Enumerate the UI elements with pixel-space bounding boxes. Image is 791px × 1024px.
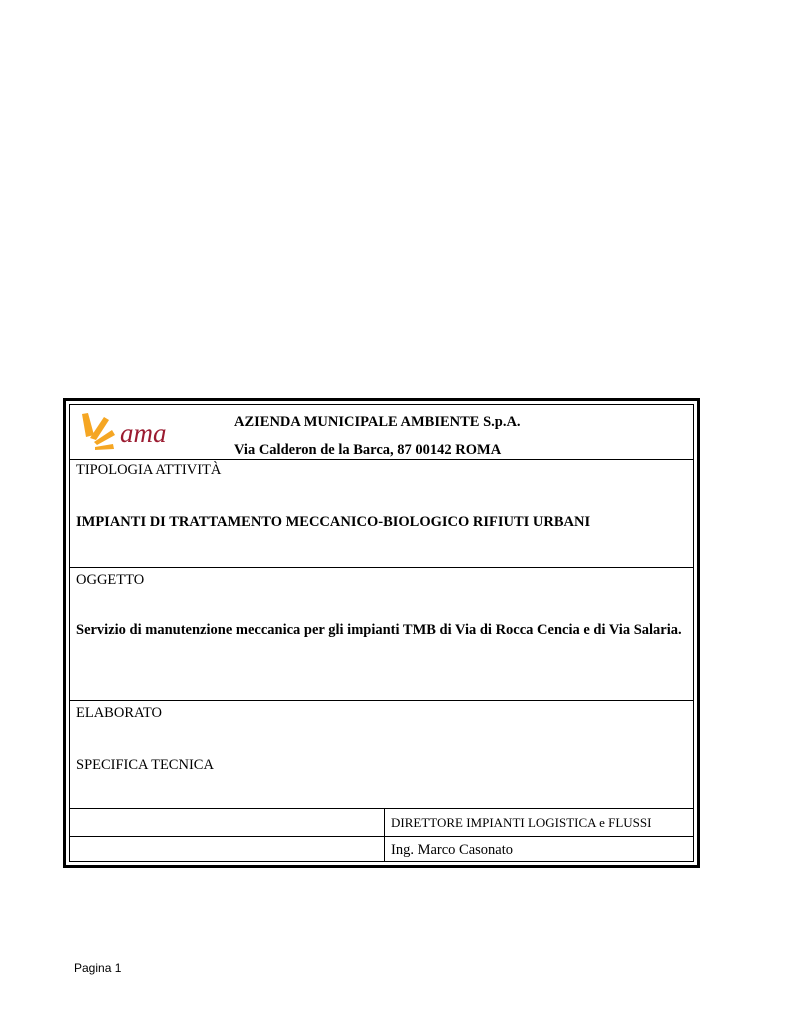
tipologia-label: TIPOLOGIA ATTIVITÀ [76, 462, 222, 478]
ama-logo [80, 411, 190, 451]
tipologia-row [70, 460, 693, 568]
company-info [234, 408, 521, 464]
page-footer: Pagina 1 [74, 961, 122, 975]
elaborato-label: ELABORATO [76, 705, 162, 721]
title-block-frame [63, 398, 700, 868]
elaborato-row [70, 701, 693, 809]
header-row [70, 405, 693, 460]
signature-role-row [70, 809, 693, 837]
column-divider [384, 809, 385, 861]
signature-name: Ing. Marco Casonato [391, 842, 514, 858]
company-address: Via Calderon de la Barca, 87 00142 ROMA [234, 442, 502, 458]
tipologia-value: IMPIANTI DI TRATTAMENTO MECCANICO-BIOLOGICO RIFIUTI URBANI [76, 514, 591, 530]
logo-wordmark: ama [120, 418, 167, 448]
title-block [69, 404, 694, 862]
oggetto-label: OGGETTO [76, 572, 145, 588]
elaborato-value: SPECIFICA TECNICA [76, 757, 214, 773]
company-name: AZIENDA MUNICIPALE AMBIENTE S.p.A. [234, 414, 521, 430]
oggetto-row [70, 568, 693, 701]
signature-role: DIRETTORE IMPIANTI LOGISTICA e FLUSSI [391, 815, 652, 830]
oggetto-value: Servizio di manutenzione meccanica per gli impianti TMB di Via di Rocca Cencia e di Via Salaria. [76, 622, 682, 638]
signature-name-row [70, 837, 693, 861]
